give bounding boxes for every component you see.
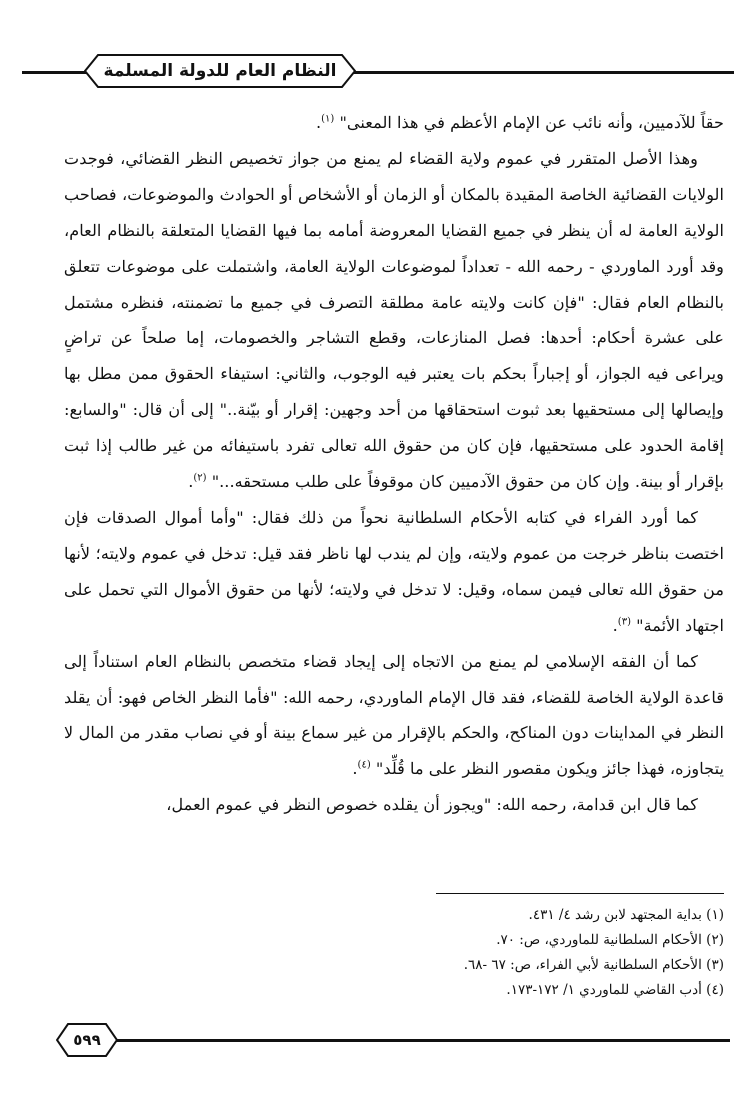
page-footer [0, 1020, 752, 1060]
footnotes [64, 903, 724, 1003]
footnote-ref: (٤) [357, 759, 371, 771]
header-rule-right [352, 71, 734, 74]
paragraph: كما أن الفقه الإسلامي لم يمنع من الاتجاه إلى إيجاد قضاء متخصص بالنظام العام استناداً إلى قاعدة الولاية الخاصة للقضاء، فقد قال الإمام الماوردي، رحمه الله: "فأما النظر الخاص فهو: أن يقلد النظر في المداينات دون المناكح، والحكم بالإقرار من غير سماع بينة أو في نصاب مقدر من المال لا يتجاوزه، فهذا جائز ويكون مقصور النظر على ما قُلِّد" $^{(٤)}$. [64, 651, 724, 779]
paragraph: كما قال ابن قدامة، رحمه الله: "ويجوز أن يقلده خصوص النظر في عموم العمل، [166, 795, 698, 815]
paragraph: وهذا الأصل المتقرر في عموم ولاية القضاء لم يمنع من جواز تخصيص النظر القضائي، فوجدت الولايات القضائية الخاصة المقيدة بالمكان أو الزمان أو الأشخاص أو الحوادث والموضوعات، فصاحب الولاية العامة له أن ينظر في جميع القضايا المعروضة أمامه بما فيها القضايا المتعلقة بالنظام العام، وقد أورد الماوردي - رحمه الله - تعداداً لموضوعات الولاية العامة، واشتملت على موضوعات تتعلق بالنظام العام فقال: "فإن كانت ولايته عامة مطلقة التصرف في جميع ما تضمنته، فنظره مشتمل على عشرة أحكام: أحدها: فصل المنازعات، وقطع التشاجر والخصومات، إما صلحاً عن تراضٍ ويراعى فيه الجواز، أو إجباراً بحكم بات يعتبر فيه الوجوب، والثاني: استيفاء الحقوق ممن مطل بها وإيصالها إلى مستحقيها بعد ثبوت استحقاقها من أحد وجهين: إقرار أو بيّنة.." إلى أن قال: "والسابع: إقامة الحدود على مستحقيها، فإن كان من حقوق الله تعالى تفرد باستيفائه من غير طالب إذا ثبت بإقرار أو بينة. وإن كان من حقوق الآدميين كان موقوفاً على طلب مستحقه..." $^{(٢)}$. [64, 148, 724, 492]
page-number: ٥٩٩ [73, 1031, 101, 1049]
footnote-ref: (١) [321, 113, 335, 125]
footnote: (١) بداية المجتهد لابن رشد ٤/ ٤٣١. [528, 907, 724, 923]
paragraph: حقاً للآدميين، وأنه نائب عن الإمام الأعظم في هذا المعنى" $^{(١)}$. [315, 113, 724, 132]
running-header [0, 52, 752, 92]
header-rule-left [22, 71, 88, 74]
header-title: النظام العام للدولة المسلمة [103, 61, 337, 81]
footnote: (٤) أدب القاضي للماوردي ١/ ١٧٢-١٧٣. [506, 982, 724, 998]
footnote: (٣) الأحكام السلطانية لأبي الفراء، ص: ٦٧ -٦٨. [463, 957, 724, 973]
footnote-separator [436, 893, 724, 894]
footnote: (٢) الأحكام السلطانية للماوردي، ص: ٧٠. [496, 932, 724, 948]
footnote-ref: (٢) [193, 472, 207, 484]
page-number-frame [56, 1023, 118, 1057]
footnote-ref: (٣) [617, 616, 631, 628]
body-text [64, 105, 724, 823]
footer-rule [110, 1039, 730, 1042]
paragraph: كما أورد الفراء في كتابه الأحكام السلطانية نحواً من ذلك فقال: "وأما أموال الصدقات فإن اختصت بناظر خرجت من عموم ولايته، وإن لم يندب لها ناظر فقد قيل: تدخل في عموم ولايته؛ لأنها من حقوق الله تعالى فيمن سماه، وقيل: لا تدخل في ولايته؛ لأنها من حقوق الأموال التي تحمل على اجتهاد الأئمة" $^{(٣)}$. [64, 507, 724, 635]
header-title-frame [84, 54, 356, 88]
